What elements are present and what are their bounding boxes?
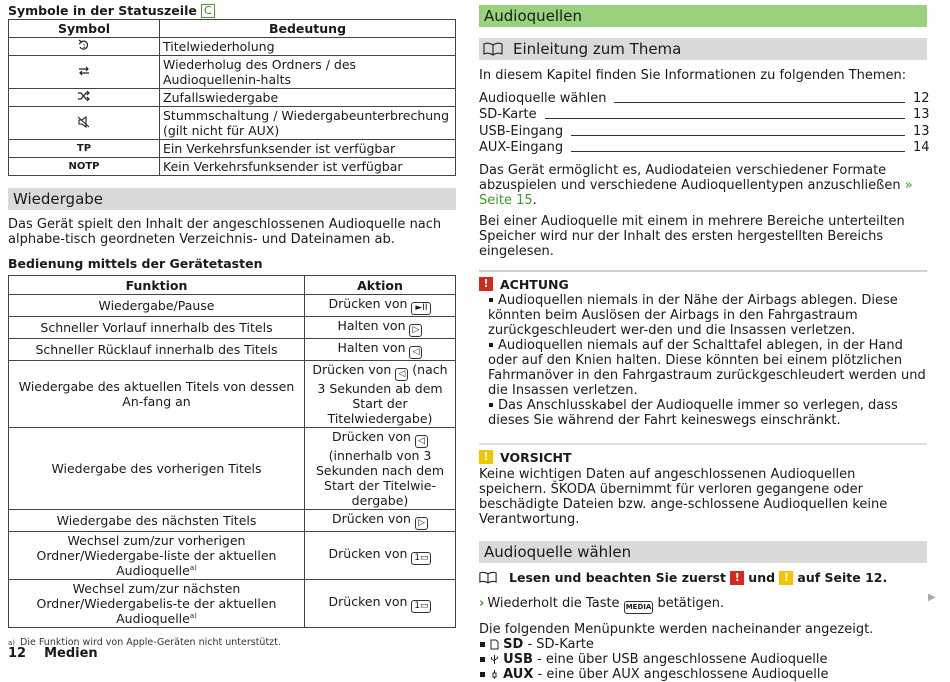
menu-item-sd — [479, 637, 927, 652]
footnote-ref: a) — [189, 611, 197, 620]
previous-key-icon: ◁ — [415, 435, 428, 448]
table-cell: Ein Verkehrsfunksender ist verfügbar — [160, 140, 456, 158]
action-cell — [305, 361, 456, 428]
menu-desc: - eine über USB angeschlossene Audioquelle — [537, 652, 828, 667]
function-text: Wechsel zum/zur vorherigen Ordner/Wiedergabe-liste der aktuellen Audioquelle — [36, 533, 277, 578]
danger-icon: ! — [479, 277, 493, 291]
read-first-and: und — [748, 570, 776, 585]
table-row — [9, 89, 456, 107]
table-row — [9, 580, 456, 628]
action-cell — [305, 339, 456, 361]
repeat-folder-icon — [9, 56, 160, 89]
table-row — [9, 295, 456, 317]
action-text: Drücken von — [312, 362, 392, 377]
action-note: (innerhalb von 3 Sekunden nach dem Start der Titelwie-dergabe) — [316, 448, 444, 508]
caution-box — [479, 443, 927, 527]
action-cell — [305, 580, 456, 628]
toc-page: 14 — [913, 140, 930, 155]
symbols-title: Symbole in der Statuszeile — [8, 3, 197, 18]
header-action: Aktion — [305, 276, 456, 295]
symbols-table — [8, 19, 456, 176]
function-cell — [9, 580, 305, 628]
footnote-text: Die Funktion wird von Apple-Geräten nicht unterstützt. — [20, 637, 281, 648]
function-cell: Wiedergabe des vorherigen Titels — [9, 428, 305, 510]
table-row — [9, 56, 456, 89]
action-text: Drücken von — [328, 546, 408, 561]
play-pause-key-icon: ►II — [411, 302, 431, 315]
table-cell: Zufallswiedergabe — [160, 89, 456, 107]
folder-key-icon: 1▭ — [411, 552, 431, 565]
danger-icon: ! — [730, 571, 744, 585]
action-text: Drücken von — [328, 296, 408, 311]
media-key-icon: MEDIA — [624, 601, 654, 614]
toc-item[interactable] — [479, 139, 930, 156]
read-first-text: Lesen und beachten Sie zuerst — [509, 570, 726, 585]
action-cell — [305, 317, 456, 339]
header-meaning: Bedeutung — [160, 20, 456, 38]
chapter-heading-audioquellen: Audioquellen — [479, 5, 927, 27]
toc-item[interactable] — [479, 89, 930, 106]
page-section: Medien — [44, 646, 98, 661]
next-key-icon: ▷ — [415, 517, 428, 530]
action-text: Halten von — [337, 318, 406, 333]
previous-key-icon: ◁ — [395, 368, 408, 381]
intro-heading — [479, 38, 927, 60]
page-link[interactable]: » Seite 15 — [479, 178, 913, 208]
caution-heading — [479, 448, 927, 466]
header-symbol: Symbol — [9, 20, 160, 38]
toc-leader — [571, 151, 905, 152]
tp-icon: TP — [9, 140, 160, 158]
menu-label: SD — [503, 637, 524, 652]
table-row — [9, 158, 456, 176]
menu-item-usb — [479, 652, 927, 667]
instruction-step — [479, 596, 927, 614]
bedienung-heading: Bedienung mittels der Gerätetasten — [8, 256, 263, 271]
section-heading-audioquelle-waehlen: Audioquelle wählen — [479, 541, 927, 563]
table-row — [9, 361, 456, 428]
toc-page: 13 — [913, 107, 930, 122]
action-text: Drücken von — [332, 511, 411, 526]
action-cell — [305, 428, 456, 510]
toc-leader — [545, 118, 905, 119]
warning-item — [479, 293, 927, 338]
step-arrow-icon: › — [479, 596, 485, 611]
step-text-end: betätigen. — [657, 596, 725, 611]
toc-label: AUX-Eingang — [479, 140, 564, 155]
function-cell — [9, 532, 305, 580]
table-row — [9, 317, 456, 339]
toc-item[interactable] — [479, 106, 930, 123]
intro-heading-text: Einleitung zum Thema — [513, 40, 682, 58]
warning-text: Audioquellen niemals auf der Schalttafel ablegen, in der Hand oder auf den Knien halten. Diese könnten bei einem plötzlichen Fahrmanöver in den Fahrgastraum zurückgeschleudert werden und die Insassen verletzen. — [488, 338, 926, 398]
table-row — [9, 532, 456, 580]
next-key-icon: ▷ — [409, 324, 422, 337]
paragraph-end: . — [532, 193, 537, 208]
paragraph-text: Das Gerät ermöglicht es, Audiodateien verschiedener Formate abzuspielen und verschiedene Audioquellentypen anzuschließen — [479, 163, 901, 193]
symbols-heading — [8, 3, 456, 19]
menu-desc: - SD-Karte — [527, 637, 594, 652]
section-heading-wiedergabe: Wiedergabe — [8, 188, 456, 210]
warning-item — [479, 338, 927, 398]
menu-label: USB — [503, 652, 533, 667]
aux-icon — [490, 669, 499, 680]
caution-icon: ! — [479, 450, 493, 464]
toc-list — [479, 89, 930, 155]
read-first-note — [479, 570, 927, 585]
table-row — [9, 140, 456, 158]
toc-label: Audioquelle wählen — [479, 90, 607, 106]
folder-key-icon: 1▭ — [411, 600, 431, 613]
table-cell: Kein Verkehrsfunksender ist verfügbar — [160, 158, 456, 176]
toc-label: SD-Karte — [479, 107, 537, 122]
warning-box — [479, 270, 927, 428]
action-text: Drücken von — [328, 594, 408, 609]
warning-text: Audioquellen niemals in der Nähe der Airbags ablegen. Diese könnten beim Auslösen der Airbags in den Fahrgastraum zurückgeschleudert wer-den und die Insassen verletzen. — [488, 293, 898, 338]
warning-heading — [479, 275, 927, 293]
book-icon — [483, 42, 505, 56]
page-number: 12 — [8, 646, 27, 661]
table-header-row — [9, 20, 456, 38]
footnote-ref: a) — [189, 563, 197, 572]
right-column — [479, 0, 930, 682]
table-cell: Stummschaltung / Wiedergabeunterbrechung (gilt nicht für AUX) — [160, 107, 456, 140]
function-cell: Wiedergabe/Pause — [9, 295, 305, 317]
table-row — [9, 339, 456, 361]
table-header-row — [9, 276, 456, 295]
mute-icon — [9, 107, 160, 140]
table-cell: Titelwiederholung — [160, 38, 456, 56]
bullet — [480, 672, 485, 677]
footnote-mark: a) — [8, 639, 16, 647]
toc-page: 12 — [913, 90, 930, 106]
next-page-arrow-icon[interactable]: ▶ — [928, 592, 936, 603]
menu-item-aux — [479, 667, 927, 682]
caution-text: Keine wichtigen Daten auf angeschlossenen Audioquellen speichern. ŠKODA übernimmt für verloren gegangene oder beschädigte Dateien bzw. ange-schlossene Audioquellen keine Verantwortung. — [479, 467, 888, 527]
paragraph-formats — [479, 163, 927, 208]
notp-icon: NOTP — [9, 158, 160, 176]
toc-label: USB-Eingang — [479, 123, 564, 139]
intro-text: In diesem Kapitel finden Sie Informationen zu folgenden Themen: — [479, 68, 907, 83]
action-cell — [305, 532, 456, 580]
warning-text: Das Anschlusskabel der Audioquelle immer so verlegen, dass dieses Sie während der Fahrt keineswegs einschränkt. — [488, 398, 898, 428]
table-row — [9, 38, 456, 56]
menu-intro: Die folgenden Menüpunkte werden nacheinander angezeigt. — [479, 622, 874, 637]
book-icon — [479, 571, 501, 585]
caution-icon: ! — [779, 571, 793, 585]
action-text: Halten von — [337, 340, 406, 355]
menu-label: AUX — [503, 667, 534, 682]
function-table — [8, 275, 456, 628]
toc-leader — [614, 102, 905, 103]
function-cell: Schneller Rücklauf innerhalb des Titels — [9, 339, 305, 361]
usb-icon — [490, 654, 499, 665]
action-cell — [305, 510, 456, 532]
table-cell: Wiederholug des Ordners / des Audioquellenin-halts — [160, 56, 456, 89]
function-cell: Wiedergabe des aktuellen Titels von dessen An-fang an — [9, 361, 305, 428]
repeat-title-icon — [9, 38, 160, 56]
function-cell: Schneller Vorlauf innerhalb des Titels — [9, 317, 305, 339]
bullet — [480, 642, 485, 647]
toc-page: 13 — [913, 123, 930, 139]
shuffle-icon — [9, 89, 160, 107]
action-note: (nach 3 Sekunden ab dem Start der Titelwiedergabe) — [317, 362, 448, 426]
toc-leader — [571, 135, 905, 136]
read-first-page: auf Seite 12. — [797, 570, 888, 585]
left-column — [8, 0, 456, 649]
function-cell: Wiedergabe des nächsten Titels — [9, 510, 305, 532]
menu-desc: - eine über AUX angeschlossene Audioquelle — [537, 667, 829, 682]
warning-title: ACHTUNG — [500, 276, 569, 292]
step-text: Wiederholt die Taste — [487, 596, 620, 611]
wiedergabe-text: Das Gerät spielt den Inhalt der angeschlossenen Audioquelle nach alphabe-tisch geordneten Verzeichnis- und Dateinamen ab. — [8, 217, 442, 247]
table-row — [9, 510, 456, 532]
previous-key-icon: ◁ — [409, 346, 422, 359]
toc-item[interactable] — [479, 122, 930, 139]
header-function: Funktion — [9, 276, 305, 295]
table-row — [9, 107, 456, 140]
paragraph-memory: Bei einer Audioquelle mit einem in mehrere Bereiche unterteilten Speicher wird nur der Inhalt des ersten hergestellten Bereichs eingelesen. — [479, 214, 905, 259]
warning-item — [479, 398, 927, 428]
caution-title: VORSICHT — [500, 449, 572, 465]
sd-card-icon — [490, 639, 499, 650]
table-row — [9, 428, 456, 510]
action-cell — [305, 295, 456, 317]
svg-text:1: 1 — [82, 44, 86, 50]
function-text: Wechsel zum/zur nächsten Ordner/Wiedergabelis-te der aktuellen Audioquelle — [36, 581, 277, 626]
page-footer — [8, 646, 98, 661]
action-text: Drücken von — [332, 429, 411, 444]
figure-badge: C — [201, 4, 215, 18]
bullet — [480, 657, 485, 662]
